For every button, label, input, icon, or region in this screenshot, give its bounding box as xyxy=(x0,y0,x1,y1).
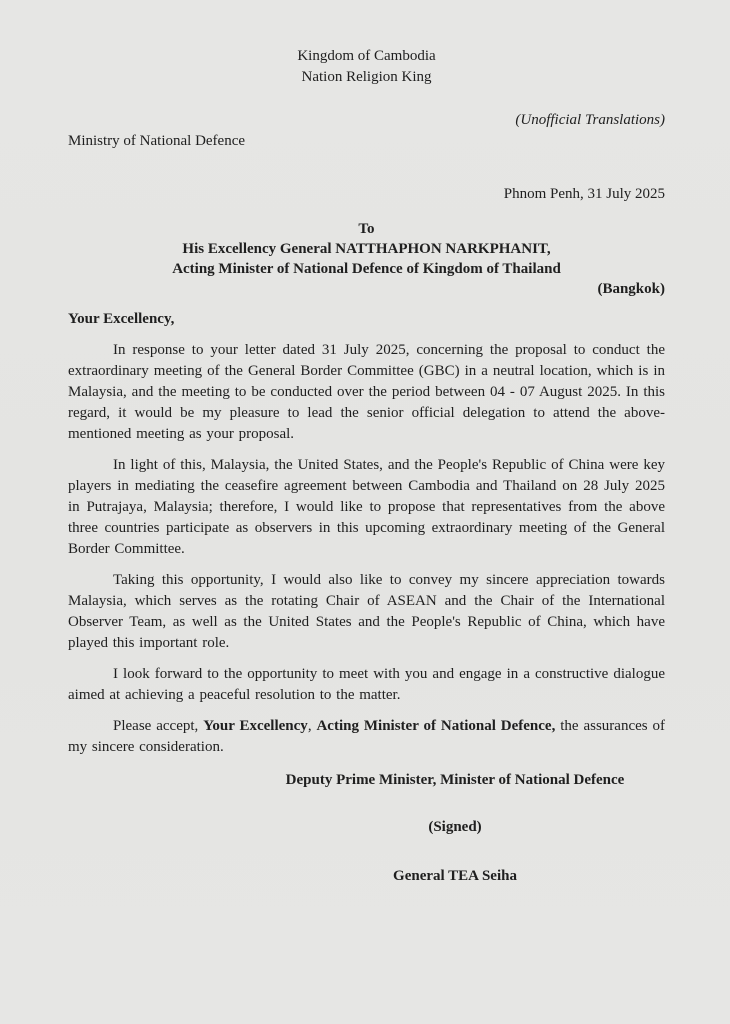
body-paragraph-3: Taking this opportunity, I would also like to convey my sincere appreciation towards Malaysia, which serves as the rotating Chair of ASEAN and the Chair of the International Observer Team, as well as the United States and the People's Republic of China, which have played this important role. xyxy=(68,572,665,651)
motto-line: Nation Religion King xyxy=(301,69,432,85)
dateline: Phnom Penh, 31 July 2025 xyxy=(503,186,665,202)
letterhead xyxy=(68,46,665,88)
ministry-line: Ministry of National Defence xyxy=(68,133,246,149)
recipient-location: (Bangkok) xyxy=(597,281,665,297)
closing-paragraph xyxy=(68,716,665,758)
signed-marker: (Signed) xyxy=(428,819,482,835)
signer-title: Deputy Prime Minister, Minister of National Defence xyxy=(285,772,625,788)
recipient-to-label: To xyxy=(358,221,375,237)
closing-minister-title: Acting Minister of National Defence, xyxy=(316,718,556,734)
recipient-block xyxy=(68,219,665,279)
signer-name: General TEA Seiha xyxy=(393,868,517,884)
signature-block xyxy=(244,770,666,887)
recipient-name: His Excellency General NATTHAPHON NARKPHANIT, xyxy=(182,241,551,257)
salutation: Your Excellency, xyxy=(68,311,175,327)
closing-suffix: the assurances of my sincere consideration. xyxy=(68,718,666,755)
kingdom-line: Kingdom of Cambodia xyxy=(297,48,436,64)
recipient-title: Acting Minister of National Defence of Kingdom of Thailand xyxy=(172,261,561,277)
closing-mid: , xyxy=(307,718,317,734)
body-paragraph-2: In light of this, Malaysia, the United States, and the People's Republic of China were key players in mediating the ceasefire agreement between Cambodia and Thailand on 28 July 2025 in Putrajaya, Malaysia; therefore, I would like to propose that representatives from the above three countries participate as observers in this upcoming extraordinary meeting of the General Border Committee. xyxy=(68,457,665,557)
body-paragraph-4: I look forward to the opportunity to meet with you and engage in a constructive dialogue aimed at achieving a peaceful resolution to the matter. xyxy=(68,666,665,703)
closing-excellency: Your Excellency xyxy=(203,718,308,734)
translation-note: (Unofficial Translations) xyxy=(515,112,665,128)
closing-prefix: Please accept, xyxy=(113,718,204,734)
body-paragraph-1: In response to your letter dated 31 July 2025, concerning the proposal to conduct the extraordinary meeting of the General Border Committee (GBC) in a neutral location, which is in Malaysia, and the meeting to be conducted over the period between 04 - 07 August 2025. In this regard, it would be my pleasure to lead the senior official delegation to attend the above-mentioned meeting as your proposal. xyxy=(68,342,665,442)
